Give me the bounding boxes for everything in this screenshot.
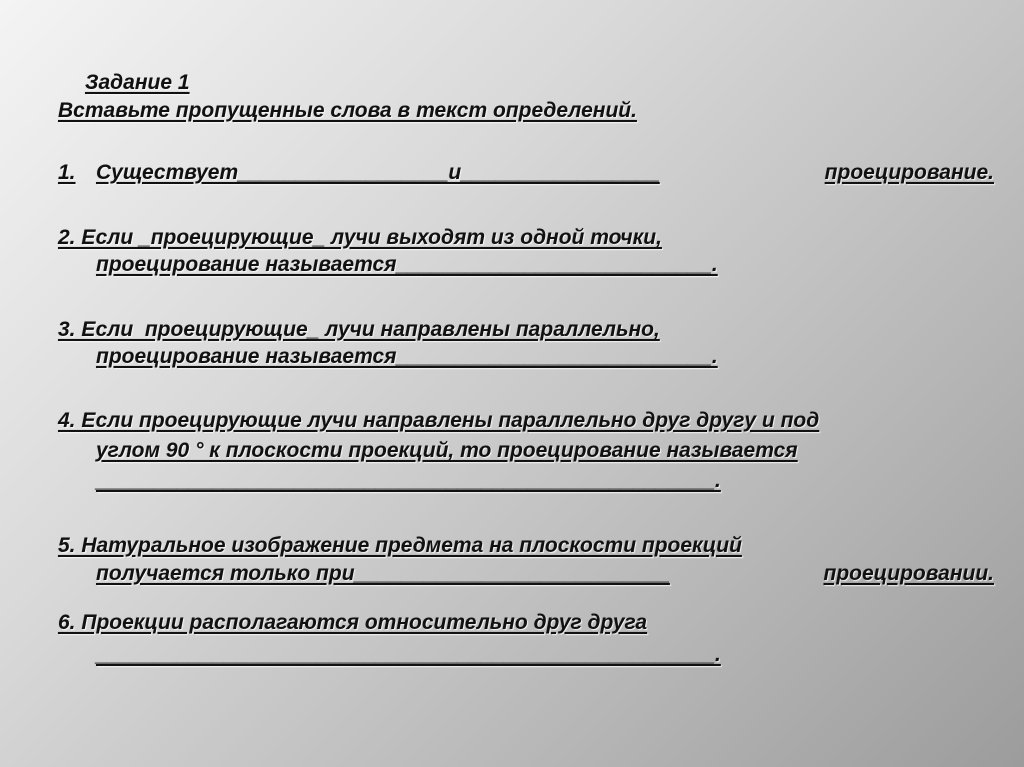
item-1-line [96,160,994,186]
item-2-line-1: 2. Если _проецирующие_ лучи выходят из одной точки, [58,226,662,249]
item-2-line-2: проецирование называется___________________________. [96,253,718,276]
item-1-number: 1. [58,161,76,184]
item-4-line-1: 4. Если проецирующие лучи направлены параллельно друг другу и под [58,409,820,432]
item-4-line-3: _____________________________________________________. [96,469,721,492]
item-1-text: Существует__________________и_________________ [96,161,660,184]
task-title: Задание 1 [85,71,190,94]
item-5-line-1: 5. Натуральное изображение предмета на плоскости проекций [58,534,742,557]
item-4-line-2: углом 90 ° к плоскости проекций, то проецирование называется [96,439,798,462]
task-instruction: Вставьте пропущенные слова в текст определений. [58,99,637,122]
item-6-line-1: 6. Проекции располагаются относительно друг друга [58,611,648,634]
item-5-text: получается только при___________________________ [96,562,670,585]
item-1-end: проецирование. [824,161,994,184]
item-5-end: проецировании. [823,562,994,585]
item-3-line-2: проецирование называется___________________________. [96,345,718,368]
item-6-line-2: _____________________________________________________. [96,643,721,666]
item-3-line-1: 3. Если проецирующие_ лучи направлены параллельно, [58,318,660,341]
item-5-line-2 [96,561,994,587]
